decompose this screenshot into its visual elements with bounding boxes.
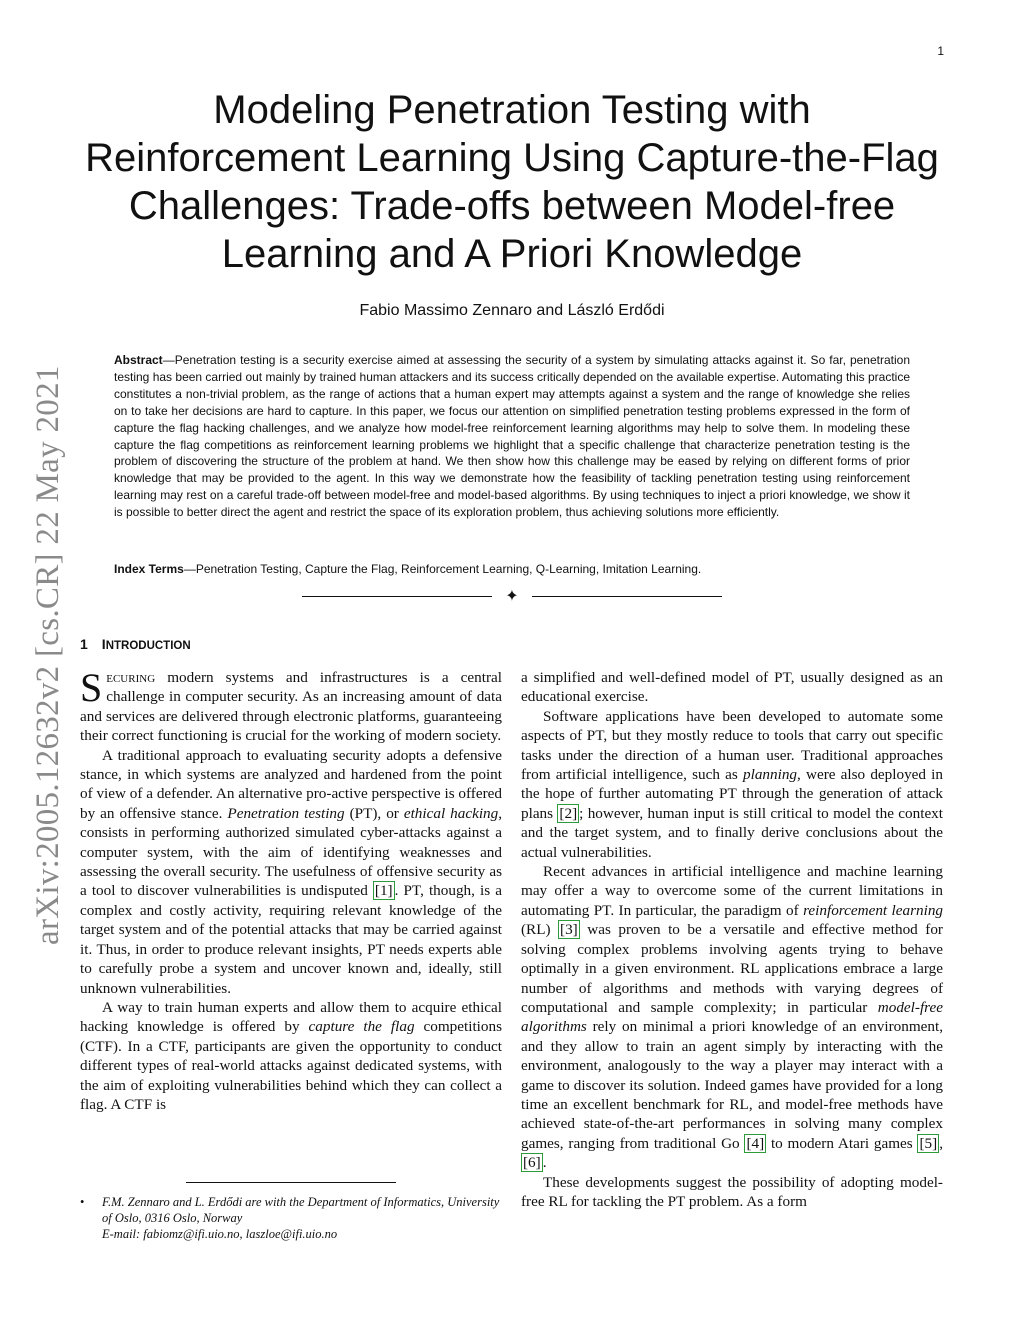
section-separator xyxy=(302,587,722,607)
authors: Fabio Massimo Zennaro and László Erdődi xyxy=(359,302,665,319)
emphasis: planning xyxy=(743,766,798,784)
paragraph xyxy=(521,707,943,862)
abstract-label: Abstract xyxy=(114,353,163,367)
paragraph xyxy=(80,665,502,746)
title-line: Challenges: Trade-offs between Model-free xyxy=(128,184,896,228)
text-run: Recent advances in artificial intelligence and machine learning may offer a way to overcome some of the current limitations in automating PT. In particular, the paradigm of xyxy=(521,863,943,919)
separator-star-icon: ✦ xyxy=(505,586,519,605)
emphasis: model-free algorithms xyxy=(521,998,943,1036)
paragraph xyxy=(521,862,943,1173)
paper-title xyxy=(60,86,964,278)
text-run: A traditional approach to evaluating security adopts a defensive stance, in which systems are analyzed and hardened from the point of view of a defender. An alternative pro-active perspective is offered by an offensive stance. xyxy=(80,746,502,822)
dropcap: S xyxy=(80,665,103,710)
footnote-rule xyxy=(186,1182,396,1183)
paragraph: These developments suggest the possibility of adopting model-free RL for tackling the PT problem. As a form xyxy=(521,1173,943,1210)
emphasis: capture the flag xyxy=(308,1018,415,1036)
arxiv-stamp: arXiv:2005.12632v2 [cs.CR] 22 May 2021 xyxy=(30,365,66,945)
separator-line-left xyxy=(302,596,492,597)
paragraph: a simplified and well-defined model of PT, usually designed as an educational exercise. xyxy=(521,669,943,706)
left-column xyxy=(80,665,503,1114)
text-run: ; however, human input is still critical to model the context and the target system, and to finally derive conclusions about the actual vulnerabilities. xyxy=(521,804,943,861)
text-run: was proven to be a versatile and effective method for solving complex problems involving agents trying to behave optimally in a given environment. RL applications embrace a large number of algorithms and methods with varying degrees of computational and sample complexity; in particular xyxy=(521,921,943,1016)
abstract xyxy=(114,352,910,521)
text-run: . xyxy=(542,1154,547,1172)
smallcaps-word: ecuring xyxy=(106,669,156,686)
text-run: . PT, though, is a complex and costly activity, requiring relevant knowledge of the target system and of the potential attacks that may be carried against it. Thus, in order to produce relevant insights, PT needs experts able to carefully probe a system and uncover known and, ideally, still unknown vulnerabilities. xyxy=(80,882,502,997)
abstract-text: —Penetration testing is a security exercise aimed at assessing the security of a system by simulating attacks against it. So far, penetration testing has been carried out mainly by trained human attackers and its success critically depended on the available expertise. Automating this practice constitutes a non-trivial problem, as the range of actions that a human expert may attempts against a system and the range of knowledge she relies on to take her decisions are hard to capture. In this paper, we focus our attention on simplified penetration testing problems expressed in the form of capture the flag hacking challenges, and we analyze how model-free reinforcement learning algorithms may help to solve them. In modeling these capture the flag competitions as reinforcement learning problems we highlight that a specific challenge that characterize penetration testing is the problem of discovering the structure of the problem at hand. We then show how this challenge may be eased by relying on different forms of prior knowledge that may be provided to the agent. In this way we demonstrate how the feasibility of tackling penetration testing using reinforcement learning may rest on a careful trade-off between model-free and model-based algorithms. By using techniques to inject a priori knowledge, we show it is possible to better direct the agent and restrict the space of its exploration problem, thus achieving solutions more efficiently. xyxy=(114,353,910,520)
citation-link[interactable]: [4] xyxy=(746,1134,765,1152)
index-terms xyxy=(114,562,910,576)
section-title-rest: NTRODUCTION xyxy=(105,640,191,652)
citation-link[interactable]: [2] xyxy=(559,804,578,822)
emphasis: ethical hacking xyxy=(403,804,499,822)
index-terms-text: —Penetration Testing, Capture the Flag, Reinforcement Learning, Q-Learning, Imitation Learning. xyxy=(183,562,702,576)
separator-line-right xyxy=(532,596,722,597)
text-run: to modern Atari games xyxy=(766,1134,918,1152)
citation-link[interactable]: [6] xyxy=(523,1154,541,1172)
citation-link[interactable]: [1] xyxy=(374,882,393,900)
title-line: Modeling Penetration Testing with xyxy=(213,88,811,132)
index-terms-label: Index Terms xyxy=(114,562,184,576)
text-run: , consists in performing authorized simulated cyber-attacks against a computer system, with the aim of identifying weaknesses and assessing the overall security. The usefulness of offensive security as a tool to discover vulnerabilities is undisputed xyxy=(80,804,503,900)
text-run: A way to train human experts and allow them to acquire ethical hacking knowledge is offered by xyxy=(80,998,502,1036)
page-number: 1 xyxy=(937,44,944,58)
bullet-icon: • xyxy=(80,1195,85,1209)
footnote-email: E-mail: fabiomz@ifi.uio.no, laszloe@ifi.uio.no xyxy=(102,1227,338,1241)
paragraph xyxy=(80,998,502,1114)
citation-link[interactable]: [5] xyxy=(919,1134,938,1152)
footnote-affiliation: F.M. Zennaro and L. Erdődi are with the Department of Informatics, University of Oslo, 0316 Oslo, Norway xyxy=(102,1195,500,1225)
footnote xyxy=(80,1194,502,1242)
text-run: rely on minimal a priori knowledge of an environment, and they allow to train an agent simply by interacting with the environment, analogously to the way a player may interact with a game to discover its solution. Indeed games have provided for a long time an excellent benchmark for RL, and model-free methods have achieved state-of-the-art performances in solving many complex games, ranging from traditional Go xyxy=(521,1018,943,1152)
citation-link[interactable]: [3] xyxy=(560,921,578,939)
right-column xyxy=(521,668,943,1211)
text-run: (RL) xyxy=(521,921,559,939)
section-title-first: I xyxy=(101,636,106,652)
text-run: (PT), or xyxy=(344,804,404,822)
text-run: , xyxy=(939,1134,943,1152)
emphasis: reinforcement learning xyxy=(803,901,944,919)
footnote-text xyxy=(102,1194,502,1242)
section-heading xyxy=(80,636,191,652)
text-run: competitions (CTF). In a CTF, participants are given the opportunity to conduct different types of real-world attacks against dedicated systems, with the aim of exploiting vulnerabilities behind which they can collect a flag. A CTF is xyxy=(80,1018,502,1113)
section-number: 1 xyxy=(80,636,88,652)
text-run: Software applications have been developed to automate some aspects of PT, but they mostly reduce to tools that carry out specific tasks under the direction of a human user. Traditional approaches from artificial intelligence, such as xyxy=(521,707,943,784)
text-run: , were also deployed in the hope of further automating PT through the generation of attack plans xyxy=(521,766,943,822)
paragraph xyxy=(80,746,502,998)
paragraph-text: modern systems and infrastructures is a central challenge in computer security. As an increasing amount of data and services are delivered through electronic platforms, guaranteeing their correct functioning is crucial for the working of modern society. xyxy=(80,669,502,745)
emphasis: Penetration testing xyxy=(227,804,345,822)
title-line: Learning and A Priori Knowledge xyxy=(221,232,803,276)
title-line: Reinforcement Learning Using Capture-the-Flag xyxy=(85,136,939,180)
